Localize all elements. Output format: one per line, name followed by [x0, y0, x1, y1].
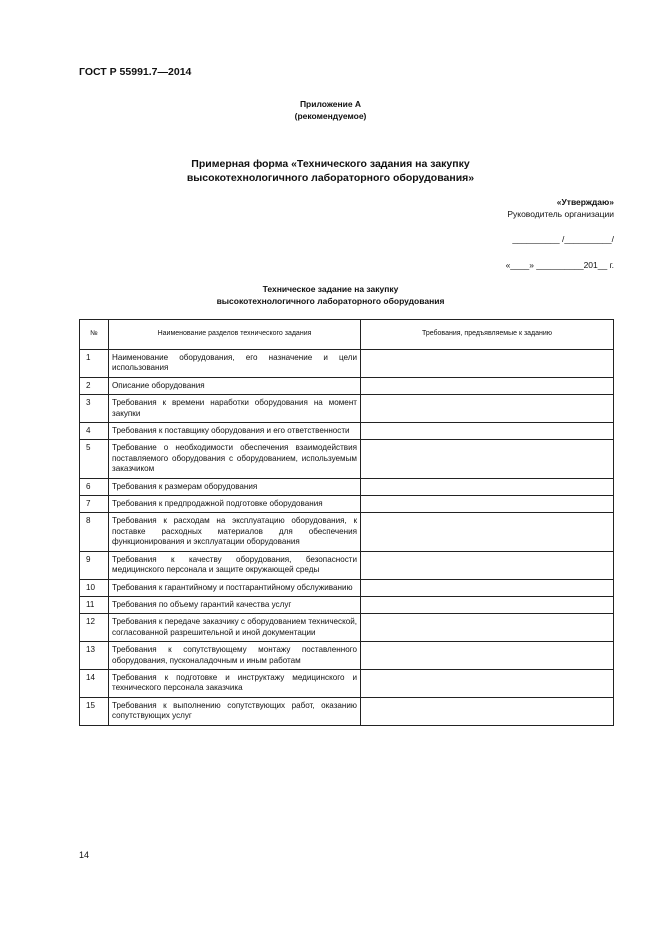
table-row: [80, 551, 614, 579]
table-row: [80, 440, 614, 478]
row-section-name: Требование о необходимости обеспечения взаимодействия поставляемого оборудования с оборудованием, используемым заказчиком: [109, 440, 361, 478]
table-row: [80, 614, 614, 642]
row-number: 10: [80, 579, 109, 596]
row-requirement-cell: [361, 669, 614, 697]
header-number: №: [80, 320, 109, 350]
header-section-name: Наименование разделов технического задания: [109, 320, 361, 350]
row-requirement-cell: [361, 350, 614, 378]
row-section-name: Наименование оборудования, его назначение и цели использования: [109, 350, 361, 378]
row-number: 11: [80, 596, 109, 613]
row-section-name: Требования по объему гарантий качества услуг: [109, 596, 361, 613]
annex-heading: [0, 98, 661, 122]
row-number: 2: [80, 377, 109, 394]
row-requirement-cell: [361, 423, 614, 440]
row-section-name: Требования к гарантийному и постгарантийному обслуживанию: [109, 579, 361, 596]
annex-status: (рекомендуемое): [294, 111, 367, 121]
row-section-name: Требования к сопутствующему монтажу поставленного оборудования, пусконаладочным и иным работам: [109, 642, 361, 670]
table-row: [80, 423, 614, 440]
row-requirement-cell: [361, 440, 614, 478]
row-number: 7: [80, 496, 109, 513]
row-requirement-cell: [361, 478, 614, 495]
main-title: [0, 157, 661, 185]
table-row: [80, 596, 614, 613]
table-row: [80, 669, 614, 697]
signature-line: __________ /__________/: [512, 234, 614, 244]
row-number: 4: [80, 423, 109, 440]
table-title: [0, 283, 661, 307]
row-requirement-cell: [361, 614, 614, 642]
table-row: [80, 350, 614, 378]
row-section-name: Требования к выполнению сопутствующих работ, оказанию сопутствующих услуг: [109, 697, 361, 725]
row-section-name: Требования к качеству оборудования, безопасности медицинского персонала и защите окружающей среды: [109, 551, 361, 579]
row-requirement-cell: [361, 513, 614, 551]
row-number: 15: [80, 697, 109, 725]
main-title-line-1: Примерная форма «Технического задания на закупку: [191, 158, 470, 170]
row-requirement-cell: [361, 395, 614, 423]
row-requirement-cell: [361, 642, 614, 670]
table-title-line-1: Техническое задание на закупку: [262, 284, 399, 294]
table-row: [80, 697, 614, 725]
row-number: 5: [80, 440, 109, 478]
date-line: «____» __________201__ г.: [505, 260, 614, 270]
table-header-row: [80, 320, 614, 350]
table-row: [80, 513, 614, 551]
page-number: 14: [79, 850, 90, 860]
row-requirement-cell: [361, 551, 614, 579]
row-section-name: Требования к времени наработки оборудования на момент закупки: [109, 395, 361, 423]
document-code: ГОСТ Р 55991.7—2014: [79, 66, 192, 78]
main-title-line-2: высокотехнологичного лабораторного оборудования»: [186, 172, 475, 184]
header-requirements: Требования, предъявляемые к заданию: [361, 320, 614, 350]
table-title-line-2: высокотехнологичного лабораторного оборудования: [216, 296, 445, 306]
row-requirement-cell: [361, 496, 614, 513]
row-number: 1: [80, 350, 109, 378]
annex-title: Приложение А: [299, 99, 362, 109]
row-section-name: Требования к расходам на эксплуатацию оборудования, к поставке расходных материалов для обеспечения функционирования и эксплуатации оборудования: [109, 513, 361, 551]
row-requirement-cell: [361, 579, 614, 596]
table-row: [80, 496, 614, 513]
row-section-name: Требования к размерам оборудования: [109, 478, 361, 495]
approval-role: Руководитель организации: [507, 209, 614, 219]
requirements-table: [79, 319, 614, 726]
row-number: 14: [80, 669, 109, 697]
row-requirement-cell: [361, 377, 614, 394]
row-number: 12: [80, 614, 109, 642]
row-number: 9: [80, 551, 109, 579]
table-row: [80, 395, 614, 423]
row-requirement-cell: [361, 596, 614, 613]
row-section-name: Требования к поставщику оборудования и его ответственности: [109, 423, 361, 440]
table-row: [80, 579, 614, 596]
approval-label: «Утверждаю»: [556, 197, 614, 207]
row-section-name: Требования к передаче заказчику с оборудованием технической, согласованной разрешительной и иной документации: [109, 614, 361, 642]
row-section-name: Требования к предпродажной подготовке оборудования: [109, 496, 361, 513]
row-number: 6: [80, 478, 109, 495]
row-section-name: Описание оборудования: [109, 377, 361, 394]
row-number: 13: [80, 642, 109, 670]
row-number: 3: [80, 395, 109, 423]
table-row: [80, 377, 614, 394]
row-requirement-cell: [361, 697, 614, 725]
table-row: [80, 478, 614, 495]
row-section-name: Требования к подготовке и инструктажу медицинского и технического персонала заказчика: [109, 669, 361, 697]
row-number: 8: [80, 513, 109, 551]
table-row: [80, 642, 614, 670]
